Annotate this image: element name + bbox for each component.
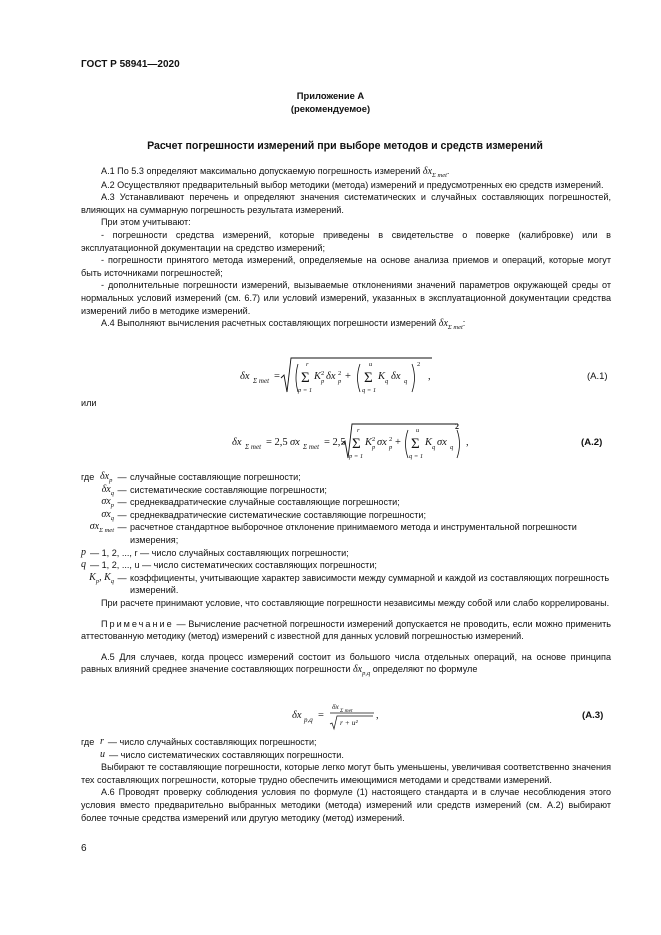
svg-text:2: 2 [321, 370, 325, 377]
svg-text:+: + [395, 437, 401, 448]
paragraph-a1: А.1 По 5.3 определяют максимально допускаемую погрешность измерений $\delta x_{\Sigma met}$. [101, 166, 450, 179]
final-block [81, 736, 611, 824]
svg-text:q: q [404, 378, 408, 385]
svg-text:q = 1: q = 1 [409, 453, 424, 460]
svg-text:2: 2 [455, 422, 459, 431]
svg-text:=: = [318, 710, 324, 721]
definitions-list [81, 471, 611, 677]
svg-text:,: , [376, 710, 379, 721]
appendix-title: Приложение А [296, 90, 365, 101]
paragraph-a5: А.5 Для случаев, когда процесс измерений состоит из большого числа отдельных операций, на основе принципа равных влияний среднее значение составляющих погрешности $\delta x_{p,q}$ определяют по формуле [81, 651, 611, 678]
svg-text:δx: δx [332, 702, 339, 711]
svg-text:σx: σx [437, 437, 447, 448]
paragraph-condition: При расчете принимают условие, что составляющие погрешности независимы между собой или слабо коррелированы. [101, 597, 610, 608]
paragraph-a3: А.3 Устанавливают перечень и определяют значения систематических и случайных составляющих погрешностей, влияющих на суммарную погрешность результата измерений. [81, 192, 611, 215]
definition-row: $K_p$, $K_q$ — коэффициенты, учитывающие характер зависимости между суммарной и каждой из составляющих погрешность измерений. [89, 571, 610, 596]
svg-text:Σ met: Σ met [253, 377, 270, 385]
list-item-2: - погрешности принятого метода измерений, определяемые на основе анализа приемов и операций, которые могут быть источниками погрешностей; [81, 255, 611, 278]
svg-text:Σ: Σ [352, 436, 361, 452]
svg-text:p: p [372, 444, 376, 451]
standard-header: ГОСТ Р 58941—2020 [81, 59, 180, 70]
svg-text:Σ met: Σ met [245, 443, 262, 451]
paragraph-consider: При этом учитывают: [101, 217, 191, 228]
svg-text:q: q [432, 444, 436, 451]
svg-text:r: r [306, 361, 309, 368]
definition-row: где $\delta x_p$ — случайные составляющие погрешности; [81, 471, 301, 484]
svg-text:δx: δx [240, 371, 250, 382]
paragraph-choose: Выбирают те составляющие погрешности, которые легко могут быть уменьшены, увеличивая соответственно значения тех составляющих погрешности, которые трудно обеспечить имеющимися методами и средствами измерений. [81, 762, 611, 785]
svg-text:q: q [450, 444, 454, 451]
svg-text:δx: δx [292, 710, 302, 721]
svg-text:u: u [369, 361, 373, 368]
or-label: или [81, 398, 97, 408]
svg-text:Σ met: Σ met [340, 708, 353, 714]
svg-text:+: + [345, 371, 351, 382]
definition-row: $\sigma x_q$ — среднеквадратические систематические составляющие погрешности; [101, 508, 426, 522]
definition-row: p — 1, 2, ..., r — число случайных составляющих погрешности; [81, 546, 349, 558]
svg-text:Σ: Σ [301, 370, 310, 386]
definition-row: q — 1, 2, ..., u — число систематических составляющих погрешности; [81, 559, 377, 571]
svg-text:σx: σx [290, 437, 300, 448]
section-title: Расчет погрешности измерений при выборе методов и средств измерений [147, 140, 543, 152]
svg-text:2: 2 [372, 436, 376, 443]
page-number: 6 [81, 843, 87, 854]
svg-text:δx: δx [232, 437, 242, 448]
definition-row: $\delta x_q$ — систематические составляющие погрешности; [101, 483, 327, 497]
svg-text:K: K [365, 437, 373, 448]
svg-text:p: p [389, 444, 393, 451]
svg-text:δx: δx [391, 371, 401, 382]
svg-text:Σ met: Σ met [303, 443, 320, 451]
definition-row: u — число систематических составляющих погрешности. [100, 748, 344, 760]
equation-a2 [0, 418, 661, 464]
svg-text:2: 2 [389, 436, 393, 443]
svg-text:,: , [466, 437, 469, 448]
svg-text:= 2,5: = 2,5 [324, 437, 346, 448]
paragraph-a6: А.6 Проводят проверку соблюдения условия по формуле (1) настоящего стандарта и в случае несоблюдения этого условия вместо предварительно выбранных методики (метода) измерений или средств измерений (см. А.2) выбирают более точные средства измерений или другую методику (метод) измерений. [81, 787, 611, 823]
definition-row: $\sigma x_{\Sigma met}$ — расчетное стандартное выборочное отклонение принимаемого метода и инструментальной погрешности измерения; [89, 521, 577, 545]
equation-a2-number: (А.2) [581, 437, 603, 448]
svg-text:u: u [416, 427, 420, 434]
svg-text:,: , [428, 371, 431, 382]
svg-text:σx: σx [377, 437, 387, 448]
equation-a1 [0, 352, 661, 398]
svg-text:2: 2 [417, 361, 421, 368]
svg-text:Σ: Σ [411, 436, 420, 452]
svg-text:δx: δx [326, 371, 336, 382]
svg-text:q: q [385, 378, 389, 385]
list-item-3: - дополнительные погрешности измерений, вызываемые отклонениями значений параметров окружающей среды от нормальных условий измерений (см. 6.7) или условий измерений, указанных в эксплуатационной документации средства измерений либо в методике измерений. [81, 280, 611, 316]
intro-block [81, 165, 611, 331]
paragraph-a2: А.2 Осуществляют предварительный выбор методики (метода) измерений и предусмотренных ею средств измерений. [101, 179, 604, 190]
svg-text:p = 1: p = 1 [298, 387, 313, 394]
svg-text:K: K [314, 371, 322, 382]
svg-text:p: p [321, 378, 325, 385]
svg-text:q = 1: q = 1 [362, 387, 377, 394]
svg-text:K: K [378, 371, 386, 382]
svg-text:p,q: p,q [304, 716, 313, 724]
note: Примечание — Вычисление расчетной погрешности измерений допускается не проводить, если можно применить аттестованную методику (метод) измерений с известной для данных условий погрешностью измерений. [81, 618, 611, 642]
appendix-heading [0, 89, 661, 115]
equation-a3 [0, 696, 661, 734]
svg-text:= 2,5: = 2,5 [266, 437, 288, 448]
svg-text:=: = [274, 371, 280, 382]
list-item-1: - погрешности средства измерений, которые приведены в свидетельстве о поверке (калибровке) или в эксплуатационной документации на средство измерений; [81, 229, 611, 253]
equation-a3-number: (А.3) [582, 710, 604, 721]
appendix-status: (рекомендуемое) [290, 103, 371, 114]
definition-row: $\sigma x_p$ — среднеквадратические случайные составляющие погрешности; [101, 496, 400, 510]
svg-text:p: p [338, 378, 342, 385]
equation-a1-number: (А.1) [587, 371, 608, 382]
svg-text:K: K [425, 437, 433, 448]
svg-text:Σ: Σ [364, 370, 373, 386]
paragraph-a4: А.4 Выполняют вычисления расчетных составляющих погрешности измерений $\delta x_{\Sigma met}$: [101, 318, 466, 332]
svg-text:r + u²: r + u² [340, 718, 358, 727]
svg-text:2: 2 [338, 370, 342, 377]
svg-text:p = 1: p = 1 [349, 453, 364, 460]
definition-row: где r — число случайных составляющих погрешности; [81, 736, 317, 747]
svg-text:r: r [357, 427, 360, 434]
